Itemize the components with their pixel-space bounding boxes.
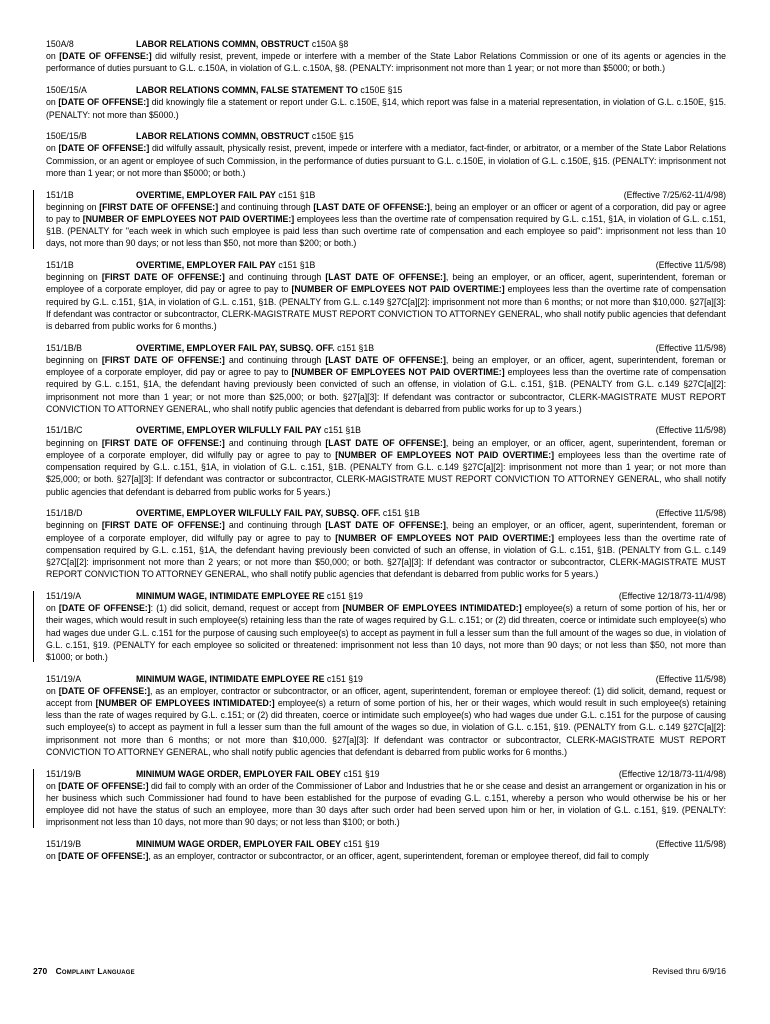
offense-code: 151/19/A [46, 673, 82, 684]
offense-title: LABOR RELATIONS COMMN, FALSE STATEMENT TO [136, 85, 358, 96]
offense-entry [46, 38, 726, 75]
entry-heading [46, 38, 726, 50]
text-segment: beginning on [46, 520, 102, 531]
statute-reference: c151 §19 [326, 590, 363, 601]
effective-date: (Effective 7/25/62-11/4/98) [623, 189, 726, 200]
entry-heading [46, 259, 726, 271]
effective-date: (Effective 11/5/98) [655, 673, 726, 684]
complaint-text [46, 142, 726, 179]
placeholder-field: [DATE OF OFFENSE:] [58, 603, 151, 614]
offense-code: 151/19/B [46, 839, 82, 850]
offense-entry [46, 768, 726, 829]
text-segment: beginning on [46, 354, 102, 365]
statute-reference: c150E §15 [311, 131, 354, 142]
statute-reference: c150E §15 [360, 85, 403, 96]
offense-title: OVERTIME, EMPLOYER FAIL PAY, SUBSQ. OFF. [136, 342, 335, 353]
offense-entry [46, 673, 726, 758]
offense-entry [46, 130, 726, 179]
text-segment: on [46, 780, 59, 791]
entry-heading [46, 424, 726, 436]
offense-title: MINIMUM WAGE ORDER, EMPLOYER FAIL OBEY [136, 768, 341, 779]
offense-code: 150E/15/A [46, 85, 87, 96]
effective-date: (Effective 11/5/98) [655, 260, 726, 271]
text-segment: employee(s) a return of some portion of his, her or their wages, which would result in such employee(s) retaining less than the rate of wages required by G.L. c.151; or (2) did threaten, coerce or intimidate such employee(s) who had wages due under G.L. c.151 for the purpose of causing such employee(s) to accept as payment in full a lesser sum than the full amount of the wages so due, in violation of G.L. c.151, §19. (PENALTY for each employee so solicited or threatened: imprisonment not less than 10 days, not more than 90 days; or not less than $50, not more than $1000; or both.) [46, 603, 727, 662]
offense-code: 151/1B [46, 260, 74, 271]
statute-reference: c151 §1B [337, 342, 375, 353]
placeholder-field: [LAST DATE OF OFFENSE:] [325, 272, 446, 283]
text-segment: on [46, 97, 59, 108]
placeholder-field: [DATE OF OFFENSE:] [58, 685, 150, 696]
text-segment: , being an employer or an officer or agent of a corporation, did pay or agree to pay to [46, 201, 726, 224]
placeholder-field: [FIRST DATE OF OFFENSE:] [101, 520, 225, 531]
placeholder-field: [NUMBER OF EMPLOYEES NOT PAID OVERTIME:] [82, 213, 295, 224]
placeholder-field: [DATE OF OFFENSE:] [58, 143, 150, 154]
offense-entry [46, 84, 726, 121]
entry-heading [46, 189, 726, 201]
text-segment: beginning on [46, 437, 102, 448]
placeholder-field: [NUMBER OF EMPLOYEES NOT PAID OVERTIME:] [335, 449, 555, 460]
text-segment: employees less than the overtime rate of compensation required by G.L. c.151, §1A, the defendant having previously been convicted of such an offense, in violation of G.L. c.151, §1B. (PENALTY from G.L. c.149 §27C[a][2]: imprisonment not more than 2 years; or not more than $50,000; or both. §27[a][3]: If defendant was contractor or subcontractor, CLERK-MAGISTRATE MUST REPORT CONVICTION TO ATTORNEY GENERAL, who shall notify public agencies that defendant is debarred from public works for 5 years.) [46, 532, 726, 580]
entry-heading [46, 838, 726, 850]
section-label: Complaint Language [55, 966, 135, 976]
text-segment: beginning on [46, 201, 100, 212]
placeholder-field: [LAST DATE OF OFFENSE:] [325, 520, 446, 531]
offense-entry [46, 590, 726, 663]
statute-reference: c150A §8 [311, 39, 349, 49]
text-segment: employees less than the overtime rate of compensation required by G.L. c.151, §1A, the defendant having previously been convicted of such an offense, in violation of G.L. c.151, §1B. (PENALTY from G.L. c.149 §27C[a][2]: imprisonment not more than 1 year; or not more than $25,000; or both. §27[a][3]: If defendant was contractor or subcontractor, CLERK-MAGISTRATE MUST REPORT CONVICTION TO ATTORNEY GENERAL, who shall notify public agencies that defendant is debarred from public works for up to 3 years.) [46, 367, 726, 414]
text-segment: did wilfully resist, prevent, impede or interfere with a member of the State Labor Relations Commission or one of its agents or agencies in the performance of duties pursuant to G.L. c.150A, in violation of G.L. c.150A, §8. (PENALTY: imprisonment not more than 1 year; or not more than $5000; or both.) [46, 51, 726, 74]
complaint-text [46, 201, 726, 250]
entry-heading [46, 768, 726, 780]
placeholder-field: [DATE OF OFFENSE:] [59, 51, 152, 62]
offense-title: OVERTIME, EMPLOYER FAIL PAY [136, 260, 276, 271]
text-segment: and continuing through [224, 437, 326, 448]
offense-title: LABOR RELATIONS COMMN, OBSTRUCT [136, 39, 310, 49]
text-segment: on [46, 143, 59, 154]
offense-code: 151/1B/C [46, 425, 83, 436]
complaint-text [46, 354, 726, 415]
text-segment: on [46, 685, 59, 696]
text-segment: did knowingly file a statement or report under G.L. c.150E, §14, which report was false in a material representation, in violation of G.L. c.150E, §15. (PENALTY: not more than $5000.) [46, 97, 726, 120]
placeholder-field: [DATE OF OFFENSE:] [58, 851, 149, 862]
text-segment: : (1) did solicit, demand, request or accept from [150, 603, 343, 614]
offense-title: MINIMUM WAGE, INTIMIDATE EMPLOYEE RE [136, 590, 325, 601]
offense-title: LABOR RELATIONS COMMN, OBSTRUCT [136, 131, 310, 142]
entry-heading [46, 84, 726, 96]
placeholder-field: [LAST DATE OF OFFENSE:] [313, 201, 430, 212]
effective-date: (Effective 11/5/98) [655, 342, 726, 353]
offense-title: OVERTIME, EMPLOYER WILFULLY FAIL PAY, SUBSQ. OFF. [136, 508, 381, 519]
placeholder-field: [NUMBER OF EMPLOYEES INTIMIDATED:] [342, 603, 522, 614]
placeholder-field: [NUMBER OF EMPLOYEES NOT PAID OVERTIME:] [291, 367, 505, 378]
offense-code: 151/1B/D [46, 508, 83, 519]
statute-reference: c151 §1B [278, 260, 316, 271]
offense-entry [46, 259, 726, 332]
text-segment: employees less than the overtime rate of compensation required by G.L. c.151, §1A, in violation of G.L. c.151, §1B. (PENALTY from G.L. c.149 §27C[a][2]: imprisonment not more than 6 months; or not more than $10,000. §27[a][3]: If defendant was contractor or subcontractor, CLERK-MAGISTRATE MUST REPORT CONVICTION TO ATTORNEY GENERAL, who shall notify public agencies that defendant is debarred from public works for 6 months.) [46, 284, 726, 332]
complaint-text [46, 96, 726, 120]
text-segment: and continuing through [224, 354, 326, 365]
effective-date: (Effective 12/18/73-11/4/98) [618, 590, 726, 601]
text-segment: did fail to comply with an order of the Commissioner of Labor and Industries that he or she cease and desist an arrangement or organization in his or her business which such Commissioner had found to have been established for the purpose of evading G.L. c.151, whereby a person who would otherwise be his or her employee did not have the status of such an employee, more than 30 days after such order had been served upon him or her, in violation of G.L. c.151, §19. (PENALTY: imprisonment not less than 10 days, not more than 90 days; or not less than $100; or both.) [46, 780, 726, 828]
statute-reference: c151 §19 [326, 673, 363, 684]
offense-entry [46, 342, 726, 415]
statute-reference: c151 §1B [382, 508, 420, 519]
offense-entry [46, 189, 726, 250]
text-segment: , as an employer, contractor or subcontractor, or an officer, agent, superintendent, foreman or employee thereof, did fail to comply [148, 851, 649, 862]
placeholder-field: [FIRST DATE OF OFFENSE:] [101, 437, 225, 448]
placeholder-field: [FIRST DATE OF OFFENSE:] [101, 354, 225, 365]
complaint-text [46, 850, 726, 862]
text-segment: on [46, 851, 59, 862]
entry-heading [46, 673, 726, 685]
entry-heading [46, 130, 726, 142]
offense-code: 150A/8 [46, 39, 74, 49]
statute-reference: c151 §19 [343, 839, 380, 850]
offense-title: OVERTIME, EMPLOYER FAIL PAY [136, 189, 276, 200]
statute-reference: c151 §1B [278, 189, 316, 200]
text-segment: and continuing through [224, 520, 326, 531]
complaint-text [46, 519, 726, 580]
placeholder-field: [FIRST DATE OF OFFENSE:] [101, 272, 225, 283]
offense-entry [46, 838, 726, 862]
entry-heading [46, 507, 726, 519]
text-segment: , being an employer, or an officer, agent, superintendent, foreman or employee of a corporate employer, did pay or agree to pay to [46, 272, 726, 295]
offense-entry [46, 424, 726, 497]
placeholder-field: [LAST DATE OF OFFENSE:] [325, 354, 446, 365]
offense-code: 151/19/A [46, 590, 82, 601]
revision-date: Revised thru 6/9/16 [652, 966, 726, 976]
offense-code: 151/1B/B [46, 342, 82, 353]
placeholder-field: [FIRST DATE OF OFFENSE:] [99, 201, 219, 212]
text-segment: , being an employer, or an officer, agent, superintendent, foreman or employee of a corporate employer, did wilfully pay or agree to pay to [46, 520, 726, 543]
page-number: 270 [33, 966, 48, 976]
effective-date: (Effective 11/5/98) [655, 508, 726, 519]
complaint-text [46, 602, 726, 663]
effective-date: (Effective 12/18/73-11/4/98) [618, 768, 726, 779]
text-segment: on [46, 603, 59, 614]
text-segment: , as an employer, contractor or subcontractor, or an officer, agent, superintendent, foreman or employee thereof: (1) did solicit, demand, request or accept from [46, 685, 726, 709]
complaint-text [46, 50, 726, 74]
placeholder-field: [DATE OF OFFENSE:] [58, 780, 149, 791]
entry-heading [46, 590, 726, 602]
offense-title: OVERTIME, EMPLOYER WILFULLY FAIL PAY [136, 425, 322, 436]
placeholder-field: [NUMBER OF EMPLOYEES NOT PAID OVERTIME:] [335, 532, 555, 543]
text-segment: beginning on [46, 272, 102, 283]
text-segment: employee(s) a return of some portion of his, her or their wages, which would result in such employee(s) retaining less than the rate of wages required by G.L. c.151; or (2) did threaten, coerce or intimidate such employee(s) who had wages due under G.L. c.151 for the purpose of causing such employee(s) to accept as payment in full a lesser sum than the full amount of the wages so due, in violation of G.L. c.151, §19. (PENALTY from G.L. c.149 §27C[a][2]: imprisonment not more than 6 months; or not more than $10,000. §27[a][3]: If defendant was contractor or subcontractor, CLERK-MAGISTRATE MUST REPORT CONVICTION TO ATTORNEY GENERAL, who shall notify public agencies that defendant is debarred from public works for 6 months.) [46, 698, 727, 757]
offense-code: 150E/15/B [46, 131, 87, 142]
text-segment: employees less than the overtime rate of compensation required by G.L. c.151, §1A, in violation of G.L. c.151, §1B. (PENALTY for "each week in which such employee is paid less than such overtime rate of compensation and each employee so paid": imprisonment not less than 10 days, not more than 90 days; or not less than $50, not more than $200; or both.) [46, 213, 726, 249]
text-segment: , being an employer, or an officer, agent, superintendent, foreman or employee of a corporate employer, did wilfully pay or agree to pay to [46, 437, 726, 460]
complaint-text [46, 437, 726, 498]
statute-reference: c151 §1B [324, 425, 361, 436]
placeholder-field: [NUMBER OF EMPLOYEES INTIMIDATED:] [95, 698, 275, 709]
text-segment: on [46, 51, 60, 62]
entry-heading [46, 342, 726, 354]
offense-code: 151/19/B [46, 768, 82, 779]
offense-title: MINIMUM WAGE ORDER, EMPLOYER FAIL OBEY [136, 839, 341, 850]
placeholder-field: [LAST DATE OF OFFENSE:] [325, 437, 446, 448]
text-segment: did wilfully assault, physically resist, prevent, impede or interfere with a mediator, fact-finder, or arbitrator, or a member of the State Labor Relations Commission, or an agent or employee of such Commission, in the performance of duties pursuant to G.L. c.150E, in violation of G.L. c.150E, §15. (PENALTY: imprisonment not more than 1 year; or not more than $5000; or both.) [46, 143, 726, 178]
effective-date: (Effective 11/5/98) [655, 839, 726, 850]
complaint-text [46, 685, 726, 758]
document-page [46, 38, 726, 872]
text-segment: , being an employer, or an officer, agent, superintendent, foreman or employee of a corporate employer, did pay or agree to pay to [46, 354, 726, 378]
complaint-text [46, 271, 726, 332]
complaint-text [46, 780, 726, 829]
text-segment: and continuing through [224, 272, 326, 283]
placeholder-field: [DATE OF OFFENSE:] [58, 97, 150, 108]
offense-title: MINIMUM WAGE, INTIMIDATE EMPLOYEE RE [136, 673, 325, 684]
offense-entry [46, 507, 726, 580]
text-segment: employees less than the overtime rate of compensation required by G.L. c.151, §1A, in violation of G.L. c.151, §1B. (PENALTY from G.L. c.149 §27C[a][2]: imprisonment not more than 1 year; or not more than $25,000; or both. §27[a][3]: If defendant was contractor or subcontractor, CLERK-MAGISTRATE MUST REPORT CONVICTION TO ATTORNEY GENERAL, who shall notify public agencies that defendant is debarred from public works for 5 years.) [46, 449, 726, 497]
effective-date: (Effective 11/5/98) [655, 425, 726, 436]
placeholder-field: [NUMBER OF EMPLOYEES NOT PAID OVERTIME:] [291, 284, 505, 295]
offense-code: 151/1B [46, 189, 74, 200]
page-footer [33, 966, 726, 976]
text-segment: and continuing through [218, 201, 314, 212]
statute-reference: c151 §19 [343, 768, 380, 779]
